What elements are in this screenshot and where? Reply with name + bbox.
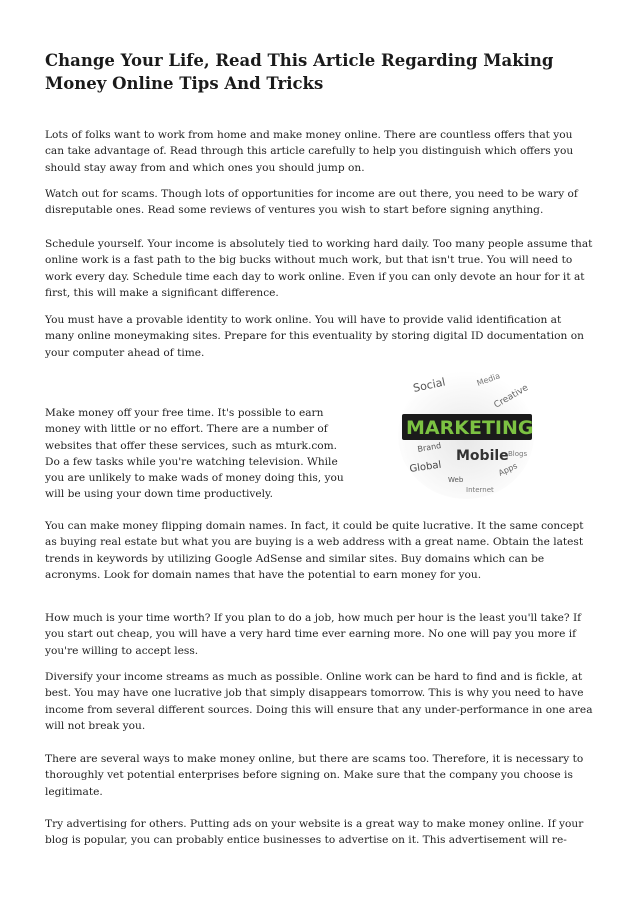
paragraph-9: There are several ways to make money online, but there are scams too. Therefore, it is necessary to thoroughly vet potential enterprises before signing on. Make sure that the company you choose is legitimate. (45, 753, 584, 798)
paragraph-7: How much is your time worth? If you plan to do a job, how much per hour is the least you'll take? If you start out cheap, you will have a very hard time ever earning more. No one will pay you more if you're willing to accept less. (45, 612, 582, 657)
word-brand: Brand (416, 440, 442, 454)
paragraph-5: Make money off your free time. It's possible to earn money with little or no effort. There are a number of websites that offer these services, such as mturk.com. Do a few tasks while you're watching television. While you are unlikely to make wads of money doing this, you will be using your down time productively. (45, 407, 344, 501)
article-title: Change Your Life, Read This Article Regarding Making Money Online Tips And Tricks (45, 51, 554, 93)
word-media: Media (475, 371, 502, 388)
marketing-word-cloud-image (396, 360, 536, 505)
paragraph-4: You must have a provable identity to work online. You will have to provide valid identification at many online moneymaking sites. Prepare for this eventuality by storing digital ID documentation on your computer ahead of time. (45, 314, 584, 359)
word-internet: Internet (466, 486, 494, 494)
word-global: Global (408, 459, 443, 475)
word-mobile: Mobile (456, 448, 509, 464)
word-marketing: MARKETING (406, 417, 534, 439)
paragraph-3: Schedule yourself. Your income is absolutely tied to working hard daily. Too many people assume that online work is a fast path to the big bucks without much work, but that isn't true. You will need to work every day. Schedule time each day to work online. Even if you can only devote an hour for it at first, this will make a significant difference. (45, 238, 593, 299)
word-social: Social (411, 375, 447, 395)
paragraph-2: Watch out for scams. Though lots of opportunities for income are out there, you need to be wary of disreputable ones. Read some reviews of ventures you wish to start before signing anything. (45, 188, 578, 217)
word-apps: Apps (497, 461, 519, 478)
word-creative: Creative (492, 383, 531, 411)
word-web: Web (448, 476, 464, 484)
paragraph-6: You can make money flipping domain names. In fact, it could be quite lucrative. It the same concept as buying real estate but what you are buying is a web address with a great name. Obtain the latest trends in keywords by utilizing Google AdSense and similar sites. Buy domains which can be acronyms. Look for domain names that have the potential to earn money for you. (45, 520, 584, 581)
paragraph-1: Lots of folks want to work from home and make money online. There are countless offers that you can take advantage of. Read through this article carefully to help you distinguish which offers you should stay away from and which ones you should jump on. (45, 129, 574, 174)
word-blogs: Blogs (508, 450, 528, 458)
paragraph-8: Diversify your income streams as much as possible. Online work can be hard to find and is fickle, at best. You may have one lucrative job that simply disappears tomorrow. This is why you need to have income from several different sources. Doing this will ensure that any under-performance in one area will not break you. (45, 671, 593, 732)
paragraph-10: Try advertising for others. Putting ads on your website is a great way to make money online. If your blog is popular, you can probably entice businesses to advertise on it. This advertisement will re- (45, 818, 584, 847)
word-cloud-graphic (396, 360, 536, 505)
